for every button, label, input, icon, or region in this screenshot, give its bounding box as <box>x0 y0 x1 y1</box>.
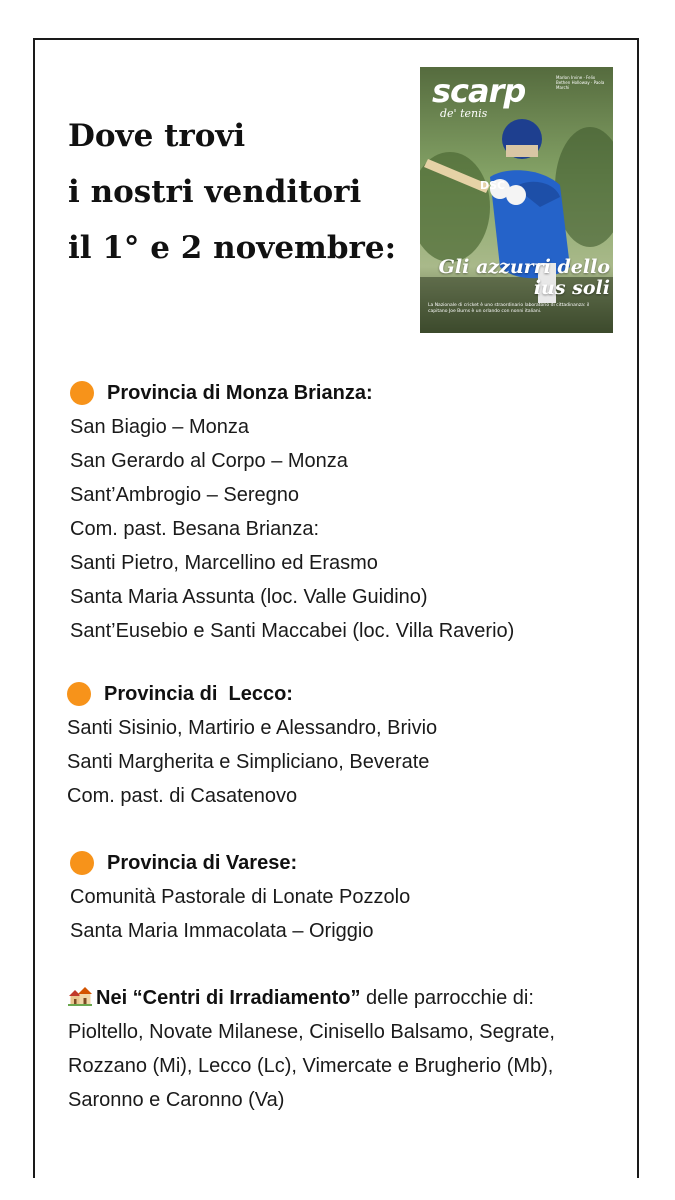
cover-side-text: Marlon Irvine · Felix Bethen Holloway · Paola Marchi <box>556 75 605 90</box>
section-header <box>70 846 410 880</box>
list-item: San Gerardo al Corpo – Monza <box>70 450 348 472</box>
list-item: Santa Maria Assunta (loc. Valle Guidino) <box>70 586 428 608</box>
headline-line-1: Dove trovi <box>68 118 246 154</box>
houses-icon <box>68 986 92 1006</box>
list-item: Com. past. di Casatenovo <box>67 785 298 807</box>
list-item: Santi Pietro, Marcellino ed Erasmo <box>70 552 378 574</box>
centri-bold-label: Nei “Centri di Irradiamento” <box>96 987 361 1009</box>
list-item: Comunità Pastorale di Lonate Pozzolo <box>70 886 411 908</box>
cover-title: Gli azzurri dello ius soli <box>438 256 610 299</box>
cover-logo-sub: de' tenis <box>440 107 488 120</box>
orange-circle-icon <box>70 381 94 405</box>
list-item: Santa Maria Immacolata – Origgio <box>70 920 374 942</box>
section-header <box>70 376 514 410</box>
section-monza-brianza <box>70 376 514 648</box>
centri-text: delle parrocchie di: Pioltello, Novate Milanese, Cinisello Balsamo, Segrate, Rozzano (Mi), Lecco (Lc), Vimercate e Brugherio (Mb), Saronno e Caronno (Va) <box>68 987 555 1111</box>
section-varese <box>70 846 410 948</box>
magazine-cover <box>420 67 613 333</box>
section-title: Provincia di Varese: <box>107 851 298 874</box>
list-item: San Biagio – Monza <box>70 416 250 438</box>
centri-irradiamento-paragraph <box>68 981 568 1117</box>
section-title: Provincia di Lecco: <box>104 682 293 705</box>
orange-circle-icon <box>67 682 91 706</box>
headline <box>68 108 396 276</box>
cover-logo: scarp <box>432 72 526 110</box>
headline-line-2: i nostri venditori <box>68 174 362 210</box>
orange-circle-icon <box>70 851 94 875</box>
list-item: Sant’Ambrogio – Seregno <box>70 484 300 506</box>
cover-jersey-text: DSC <box>480 179 506 192</box>
list-item: Santi Sisinio, Martirio e Alessandro, Brivio <box>67 717 438 739</box>
list-item: Sant’Eusebio e Santi Maccabei (loc. Villa Raverio) <box>70 620 515 642</box>
headline-line-3: il 1° e 2 novembre: <box>68 230 397 266</box>
section-title: Provincia di Monza Brianza: <box>107 381 373 404</box>
list-item: Santi Margherita e Simpliciano, Beverate <box>67 751 430 773</box>
cover-subtitle: La Nazionale di cricket è uno straordinario laboratorio di cittadinanza: il capitano Joe Burns è un orlando con nonni italiani. <box>428 303 590 314</box>
section-lecco <box>67 677 437 813</box>
section-header <box>67 677 437 711</box>
list-item: Com. past. Besana Brianza: <box>70 518 320 540</box>
